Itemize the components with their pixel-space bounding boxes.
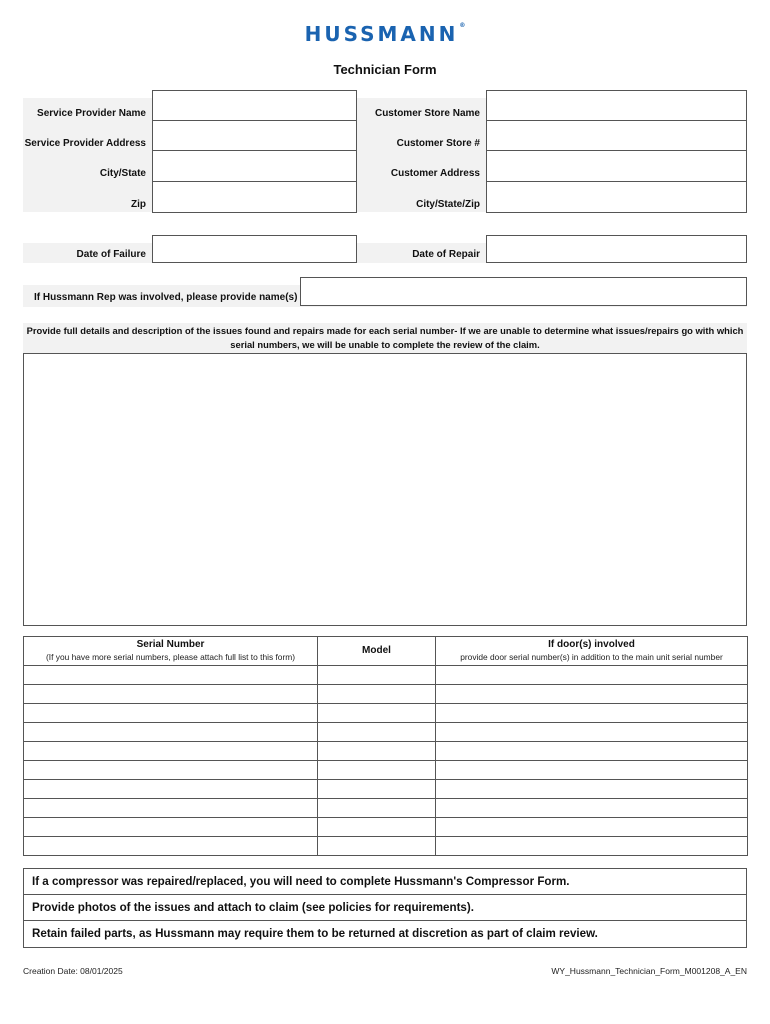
logo-text: HUSSMANN	[304, 22, 459, 46]
serial-table-header	[24, 637, 748, 666]
model-cell[interactable]	[318, 685, 436, 704]
model-cell[interactable]	[318, 761, 436, 780]
date-of-repair-label: Date of Repair	[412, 249, 480, 260]
serial-cell[interactable]	[24, 704, 318, 723]
customer-city-state-zip-field[interactable]	[486, 181, 747, 213]
compressor-note: If a compressor was repaired/replaced, you will need to complete Hussmann's Compressor Form.	[24, 869, 746, 895]
serial-cell[interactable]	[24, 761, 318, 780]
table-row	[24, 723, 748, 742]
model-cell[interactable]	[318, 723, 436, 742]
door-serial-cell[interactable]	[436, 685, 748, 704]
instructions-text: Provide full details and description of the issues found and repairs made for each serial number- If we are unable to determine what issues/repairs go with which serial numbers, we will be unable to complete the review of the claim.	[23, 323, 747, 353]
table-row	[24, 761, 748, 780]
table-row	[24, 780, 748, 799]
model-cell[interactable]	[318, 799, 436, 818]
door-serial-cell[interactable]	[436, 723, 748, 742]
registered-mark: ®	[459, 22, 466, 29]
repair-details-textarea[interactable]	[23, 353, 747, 626]
city-state-field[interactable]	[152, 150, 357, 182]
serial-cell[interactable]	[24, 723, 318, 742]
hussmann-rep-label: If Hussmann Rep was involved, please provide name(s)	[34, 292, 298, 303]
door-serial-cell[interactable]	[436, 818, 748, 837]
failed-parts-note: Retain failed parts, as Hussmann may require them to be returned at discretion as part of claim review.	[32, 927, 598, 940]
city-state-label: City/State	[99, 168, 146, 179]
door-serial-cell[interactable]	[436, 666, 748, 685]
service-provider-address-label: Service Provider Address	[24, 138, 146, 149]
model-title: Model	[362, 645, 391, 656]
customer-store-name-field[interactable]	[486, 90, 747, 121]
customer-store-number-field[interactable]	[486, 120, 747, 151]
door-serial-cell[interactable]	[436, 704, 748, 723]
customer-store-number-label: Customer Store #	[396, 138, 480, 149]
serial-number-header	[24, 637, 318, 666]
date-of-failure-field[interactable]	[152, 235, 357, 263]
hussmann-logo	[0, 22, 770, 46]
customer-address-label: Customer Address	[390, 168, 480, 179]
form-title: Technician Form	[333, 62, 437, 77]
photos-note: Provide photos of the issues and attach to claim (see policies for requirements).	[24, 895, 746, 921]
serial-cell[interactable]	[24, 837, 318, 856]
model-cell[interactable]	[318, 742, 436, 761]
table-row	[24, 742, 748, 761]
door-serial-cell[interactable]	[436, 780, 748, 799]
form-id: WY_Hussmann_Technician_Form_M001208_A_EN	[551, 966, 747, 976]
model-cell[interactable]	[318, 837, 436, 856]
door-title: If door(s) involved	[548, 639, 635, 650]
door-subtitle: provide door serial number(s) in addition to the main unit serial number	[460, 652, 723, 662]
table-row	[24, 704, 748, 723]
serial-cell[interactable]	[24, 666, 318, 685]
model-cell[interactable]	[318, 704, 436, 723]
door-serial-cell[interactable]	[436, 837, 748, 856]
serial-cell[interactable]	[24, 742, 318, 761]
service-provider-address-field[interactable]	[152, 120, 357, 151]
model-cell[interactable]	[318, 818, 436, 837]
table-row	[24, 837, 748, 856]
date-of-repair-field[interactable]	[486, 235, 747, 263]
notes-box	[23, 868, 747, 948]
service-provider-name-label: Service Provider Name	[37, 108, 146, 119]
door-serial-cell[interactable]	[436, 799, 748, 818]
serial-cell[interactable]	[24, 685, 318, 704]
table-row	[24, 799, 748, 818]
table-row	[24, 685, 748, 704]
door-header	[436, 637, 748, 666]
creation-date: Creation Date: 08/01/2025	[23, 966, 123, 976]
serial-number-title: Serial Number	[136, 639, 205, 650]
hussmann-rep-field[interactable]	[300, 277, 747, 306]
door-serial-cell[interactable]	[436, 761, 748, 780]
serial-cell[interactable]	[24, 780, 318, 799]
serial-cell[interactable]	[24, 818, 318, 837]
date-of-failure-label: Date of Failure	[76, 249, 146, 260]
serial-number-table	[23, 636, 748, 856]
zip-field[interactable]	[152, 181, 357, 213]
model-header	[318, 637, 436, 666]
serial-cell[interactable]	[24, 799, 318, 818]
table-row	[24, 818, 748, 837]
table-row	[24, 666, 748, 685]
customer-store-name-label: Customer Store Name	[374, 108, 480, 119]
serial-number-subtitle: (If you have more serial numbers, please attach full list to this form)	[45, 652, 296, 662]
customer-address-field[interactable]	[486, 150, 747, 182]
model-cell[interactable]	[318, 780, 436, 799]
service-provider-name-field[interactable]	[152, 90, 357, 121]
door-serial-cell[interactable]	[436, 742, 748, 761]
model-cell[interactable]	[318, 666, 436, 685]
customer-city-state-zip-label: City/State/Zip	[416, 199, 480, 210]
zip-label: Zip	[131, 199, 146, 210]
